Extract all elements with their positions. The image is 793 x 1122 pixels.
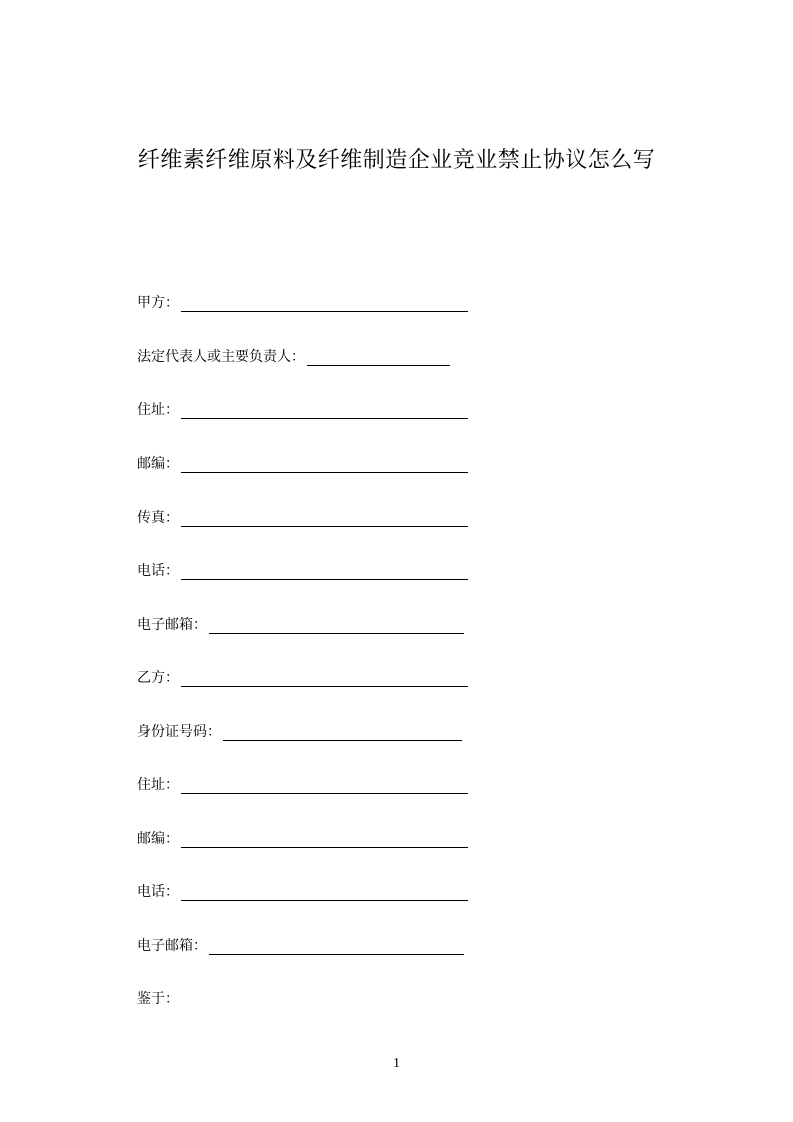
field-party-b xyxy=(137,665,468,687)
field-label: 身份证号码： xyxy=(137,724,221,740)
field-party-b-postcode xyxy=(137,826,468,848)
fill-in-line[interactable] xyxy=(307,351,450,366)
field-party-a-phone xyxy=(137,558,468,580)
field-label: 住址： xyxy=(137,402,179,418)
fill-in-line[interactable] xyxy=(209,940,464,955)
fill-in-line[interactable] xyxy=(181,779,468,794)
document-title: 纤维素纤维原料及纤维制造企业竞业禁止协议怎么写 xyxy=(137,148,656,173)
field-label: 法定代表人或主要负责人： xyxy=(137,349,305,365)
fill-in-line[interactable] xyxy=(181,297,468,312)
field-party-b-email xyxy=(137,933,464,955)
field-label: 住址： xyxy=(137,777,179,793)
fill-in-line[interactable] xyxy=(181,458,468,473)
field-party-a-address xyxy=(137,397,468,419)
field-label: 甲方： xyxy=(137,295,179,311)
fill-in-line[interactable] xyxy=(181,886,468,901)
fill-in-line[interactable] xyxy=(181,833,468,848)
fill-in-line[interactable] xyxy=(181,404,468,419)
field-label: 电子邮箱： xyxy=(137,617,207,633)
field-id-number xyxy=(137,719,462,741)
field-party-b-phone xyxy=(137,879,468,901)
whereas-clause xyxy=(137,986,179,1008)
fill-in-line[interactable] xyxy=(181,512,468,527)
field-label: 邮编： xyxy=(137,456,179,472)
field-party-a-postcode xyxy=(137,451,468,473)
page-number: 1 xyxy=(393,1056,400,1071)
field-label: 电话： xyxy=(137,563,179,579)
field-party-a-fax xyxy=(137,505,468,527)
field-label: 电子邮箱： xyxy=(137,938,207,954)
field-party-a-email xyxy=(137,612,464,634)
field-party-b-address xyxy=(137,772,468,794)
fill-in-line[interactable] xyxy=(223,726,462,741)
field-legal-representative xyxy=(137,344,450,366)
fill-in-line[interactable] xyxy=(181,565,468,580)
field-party-a xyxy=(137,290,468,312)
field-label: 传真： xyxy=(137,510,179,526)
field-label: 邮编： xyxy=(137,831,179,847)
whereas-label: 鉴于： xyxy=(137,991,179,1007)
fill-in-line[interactable] xyxy=(209,619,464,634)
field-label: 电话： xyxy=(137,884,179,900)
fill-in-line[interactable] xyxy=(181,672,468,687)
field-label: 乙方： xyxy=(137,670,179,686)
